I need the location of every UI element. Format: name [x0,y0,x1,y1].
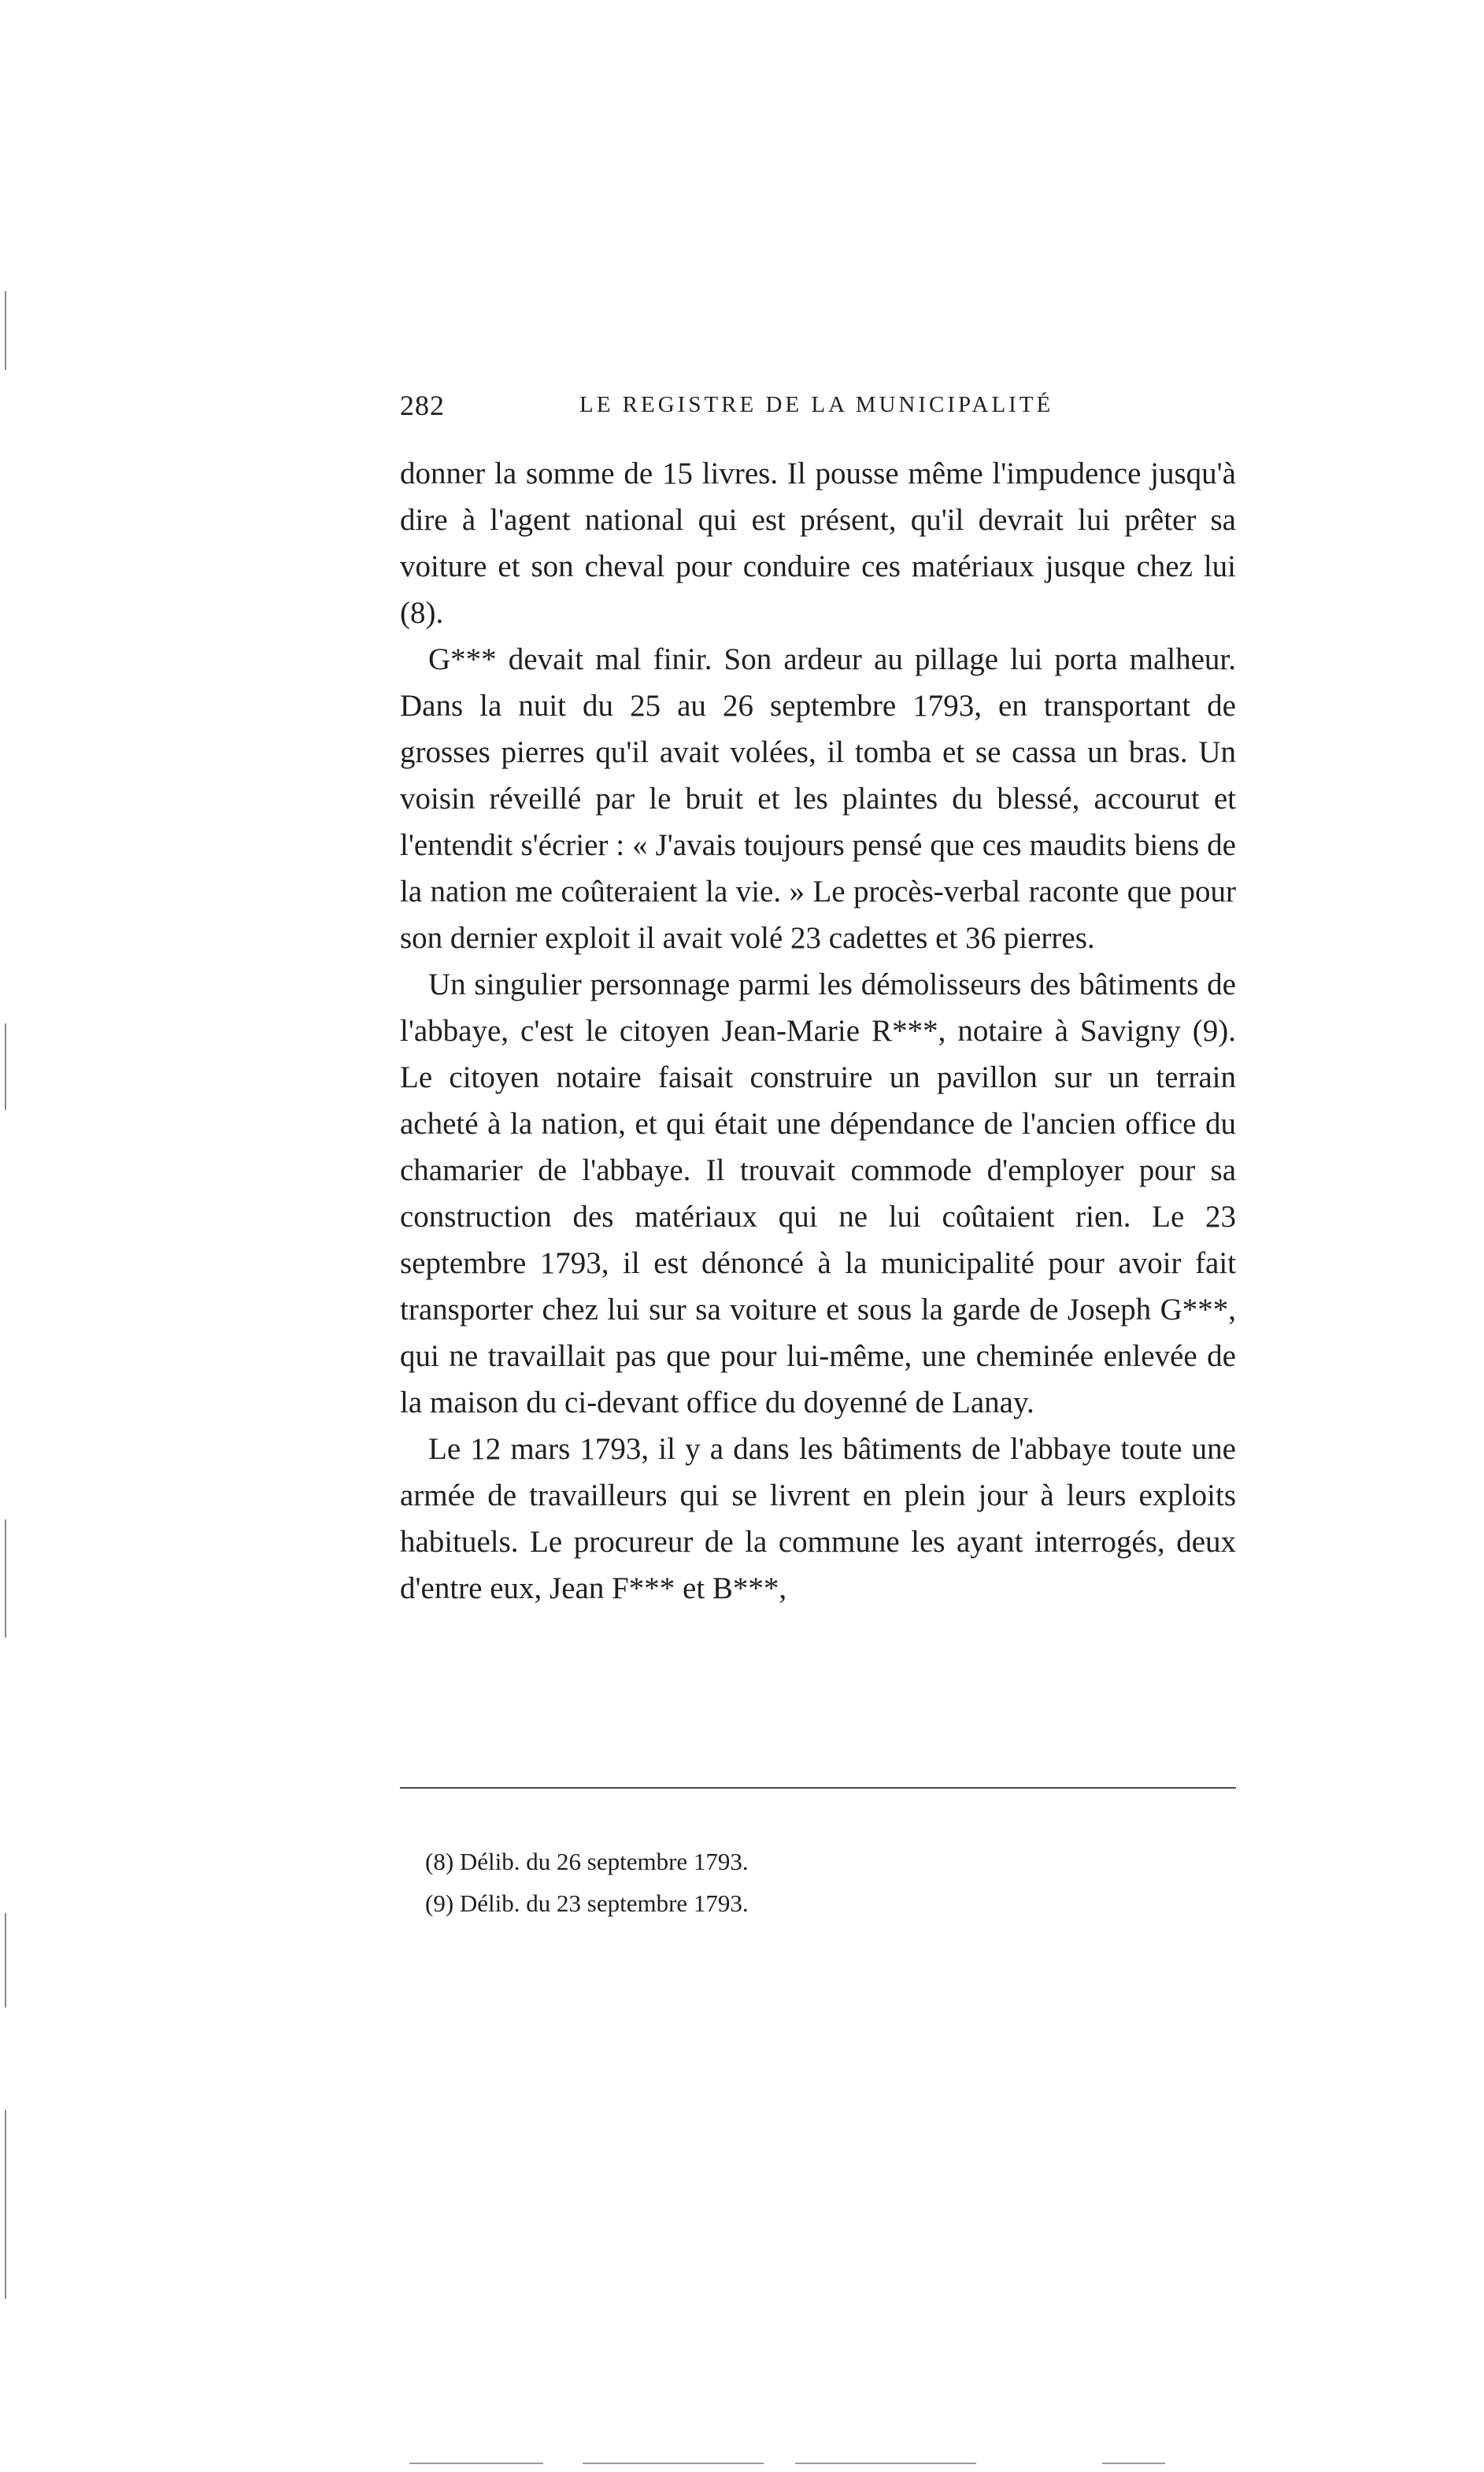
scan-edge-mark [5,1519,6,1638]
running-title: LE REGISTRE DE LA MUNICIPALITÉ [579,392,1054,417]
scan-edge-mark [5,1913,6,2008]
scan-bottom-mark [795,2463,976,2464]
paragraph: G*** devait mal finir. Son ardeur au pillage lui porta malheur. Dans la nuit du 25 au 26 septembre 1793, en transportant de grosses pierres qu'il avait volées, il tomba et se cassa un bras. Un voisin réveillé par le bruit et les plaintes du blessé, accourut et l'entendit s'écrier : « J'avais toujours pensé que ces maudits biens de la nation me coûteraient la vie. » Le procès-verbal raconte que pour son dernier exploit il avait volé 23 cadettes et 36 pierres. [400,642,1236,955]
page-header [400,389,1234,428]
scan-bottom-mark [1102,2463,1165,2464]
footnote-divider [400,1787,1236,1789]
page-number: 282 [400,390,445,421]
scan-bottom-mark [583,2463,764,2464]
footnotes [425,1841,1134,1924]
footnote-8: (8) Délib. du 26 septembre 1793. [425,1848,749,1875]
scan-edge-mark [5,2110,6,2299]
paragraph: Le 12 mars 1793, il y a dans les bâtiments de l'abbaye toute une armée de travailleurs qui se livrent en plein jour à leurs exploits habituels. Le procureur de la commune les ayant interrogés, deux d'entre eux, Jean F*** et B***, [400,1432,1236,1605]
scan-edge-mark [5,1023,6,1110]
paragraph: Un singulier personnage parmi les démolisseurs des bâtiments de l'abbaye, c'est le citoyen Jean-Marie R***, notaire à Savigny (9). Le citoyen notaire faisait construire un pavillon sur un terrain acheté à la nation, et qui était une dépendance de l'ancien office du chamarier de l'abbaye. Il trouvait commode d'employer pour sa construction des matériaux qui ne lui coûtaient rien. Le 23 septembre 1793, il est dénoncé à la municipalité pour avoir fait transporter chez lui sur sa voiture et sous la garde de Joseph G***, qui ne travaillait pas que pour lui-même, une cheminée enlevée de la maison du ci-devant office du doyenné de Lanay. [400,968,1236,1419]
paragraph-continued: donner la somme de 15 livres. Il pousse même l'impudence jusqu'à dire à l'agent national qui est présent, qu'il devrait lui prêter sa voiture et son cheval pour conduire ces matériaux jusque chez lui (8). [400,457,1236,630]
scan-bottom-mark [409,2463,543,2464]
footnote-9: (9) Délib. du 23 septembre 1793. [425,1889,749,1917]
scan-edge-mark [5,291,6,370]
body-text [400,450,1236,1612]
